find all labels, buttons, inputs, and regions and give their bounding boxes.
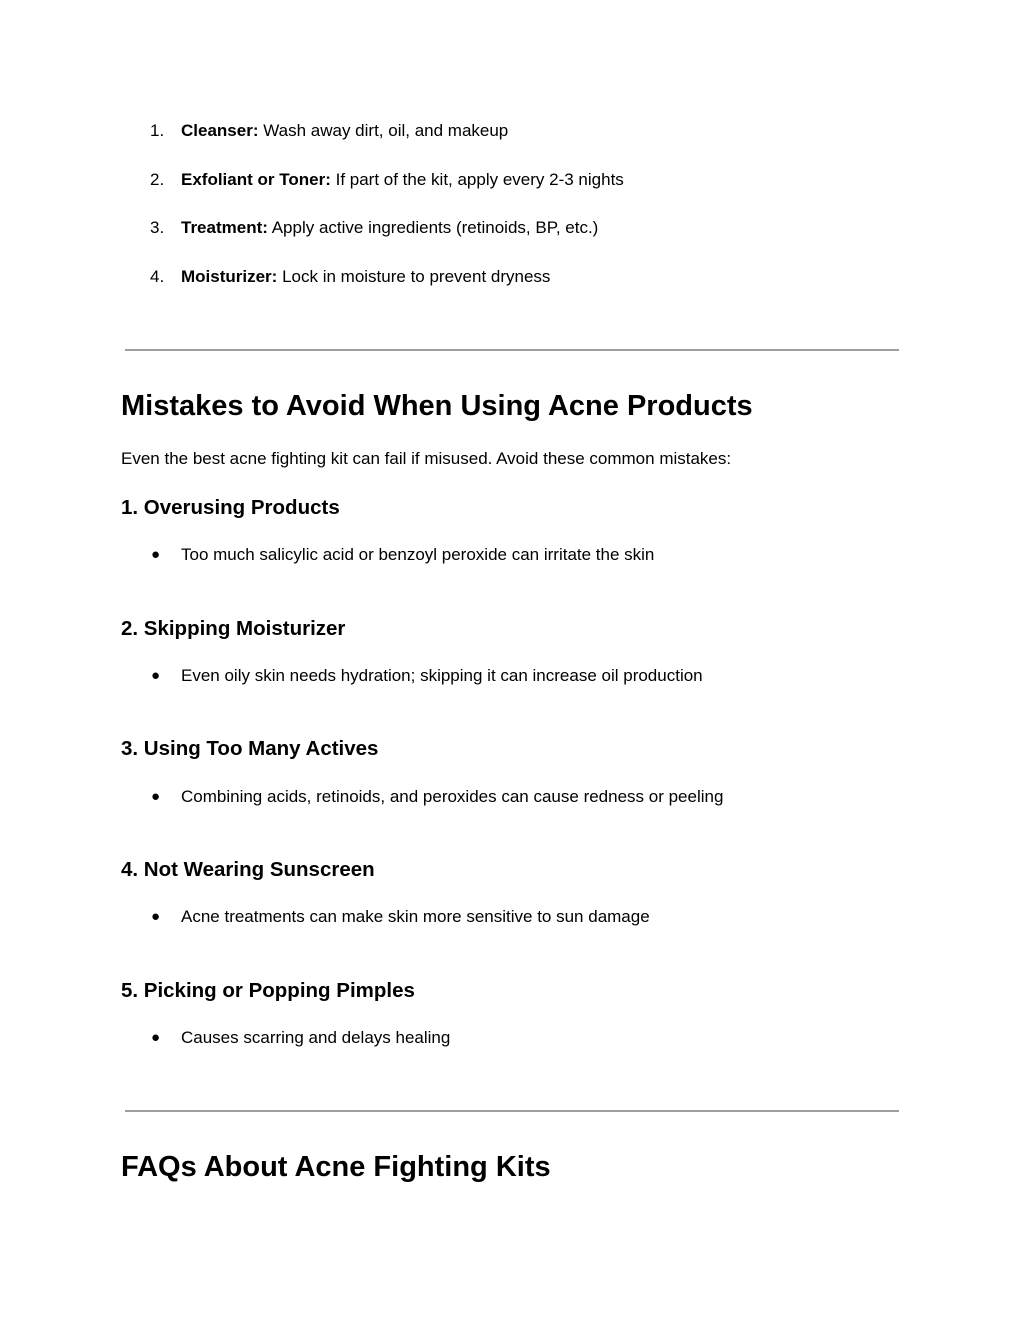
step-label: Moisturizer: — [181, 267, 278, 286]
horizontal-divider — [125, 1110, 899, 1112]
bullet-text: Acne treatments can make skin more sensitive to sun damage — [181, 907, 650, 926]
bullet-text: Even oily skin needs hydration; skipping it can increase oil production — [181, 666, 703, 685]
step-label: Treatment: — [181, 218, 268, 237]
bullet-text: Causes scarring and delays healing — [181, 1028, 451, 1047]
subsection-heading: 5. Picking or Popping Pimples — [121, 979, 415, 1002]
bullet-icon: ● — [151, 546, 161, 563]
bullet-icon: ● — [151, 667, 161, 684]
list-number: 3. — [150, 218, 165, 237]
section-intro: Even the best acne fighting kit can fail if misused. Avoid these common mistakes: — [121, 449, 732, 468]
step-text: If part of the kit, apply every 2-3 nights — [335, 170, 624, 189]
subsection-heading: 1. Overusing Products — [121, 496, 340, 519]
list-number: 4. — [150, 267, 165, 286]
bullet-text: Combining acids, retinoids, and peroxides can cause redness or peeling — [181, 787, 724, 806]
horizontal-divider — [125, 349, 899, 351]
section-heading: FAQs About Acne Fighting Kits — [121, 1151, 551, 1183]
bullet-icon: ● — [151, 908, 161, 925]
subsection-heading: 4. Not Wearing Sunscreen — [121, 858, 375, 881]
step-text: Lock in moisture to prevent dryness — [282, 267, 551, 286]
step-label: Exfoliant or Toner: — [181, 170, 331, 189]
bullet-icon: ● — [151, 788, 161, 805]
step-text: Apply active ingredients (retinoids, BP, etc.) — [271, 218, 599, 237]
bullet-text: Too much salicylic acid or benzoyl peroxide can irritate the skin — [181, 545, 655, 564]
list-number: 1. — [150, 121, 165, 140]
list-number: 2. — [150, 170, 165, 189]
section-heading: Mistakes to Avoid When Using Acne Products — [121, 390, 753, 422]
subsection-heading: 3. Using Too Many Actives — [121, 737, 379, 760]
step-text: Wash away dirt, oil, and makeup — [263, 121, 509, 140]
bullet-icon: ● — [151, 1029, 161, 1046]
subsection-heading: 2. Skipping Moisturizer — [121, 617, 346, 640]
step-label: Cleanser: — [181, 121, 259, 140]
